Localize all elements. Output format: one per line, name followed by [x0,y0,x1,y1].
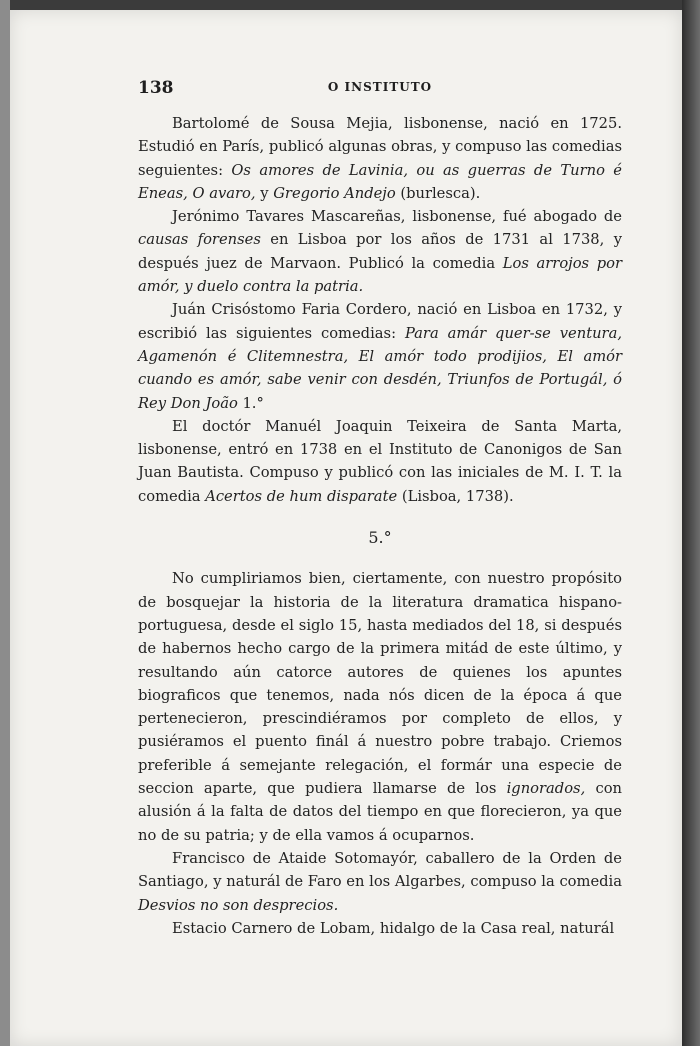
scan-top-edge [0,0,700,10]
text-segment: Bartolomé de Sousa Mejia, lisbonense, nació en 1725. Estudió en París, publicó algunas obras, y compuso las comedias seguientes: [138,115,622,179]
text-segment: No cumpliriamos bien, ciertamente, con nuestro propósito de bosquejar la historia de la literatura dramatica hispano-portuguesa, desde el siglo 15, hasta mediados del 18, si después de habernos hecho cargo de la primera mitád de este último, y resultando aún catorce autores de quienes los apuntes biograficos que tenemos, nada nós dicen de la época á que pertenecieron, prescindiéramos por completo de ellos, y pusiéramos el puento finál á nuestro pobre trabajo. Criemos preferible á semejante relegación, el formár una especie de seccion aparte, que pudiera llamarse de los [138,570,622,798]
text-segment: Francisco de Ataide Sotomayór, caballero de la Orden de Santiago, y naturál de Faro en los Algarbes, compuso la comedia [138,849,622,891]
running-title: O INSTITUTO [327,80,433,94]
text-segment: Juán Crisóstomo Faria Cordero, nació en Lisboa en 1732, y escribió las siguientes comedias: [138,301,622,342]
italic-title-text: Gregorio Andejo [273,184,396,202]
text-segment: (Lisboa, 1738). [397,487,514,505]
scan-left-edge [0,0,10,1046]
paragraphs-before-section [138,112,622,508]
text-segment: en Lisboa por los años de 1731 al 1738, y después juez de Marvaon. Publicó la comedia [138,231,622,272]
paragraph [138,415,622,508]
text-segment: con alusión á la falta de datos del tiempo en que florecieron, ya que no de su patria; y de ella vamos á ocuparnos. [138,780,622,844]
page-header [138,78,622,102]
text-segment: Jerónimo Tavares Mascareñas, lisbonense, fué abogado de [172,208,622,226]
text-segment: y [255,184,274,202]
italic-title-text: causas forenses [138,231,261,249]
body-text [138,112,622,940]
text-segment: Estacio Carnero de Lobam, hidalgo de la Casa real, naturál [172,919,615,937]
paragraph [138,112,622,205]
text-segment: 1.° [237,394,264,412]
italic-title-text: Os amores de Lavinia, ou as guerras de Turno é Eneas, O avaro, [138,161,622,202]
italic-title-text: Acertos de hum disparate [205,487,398,505]
text-segment: El doctór Manuél Joaquin Teixeira de Santa Marta, lisbonense, entró en 1738 en el Instituto de Canonigos de San Juan Bautista. Compuso y publicó con las iniciales de M. I. T. la comedia [138,417,622,505]
paragraph [138,847,622,917]
page-number: 138 [138,78,174,98]
italic-title-text: ignorados, [506,780,586,798]
text-segment: (burlesca). [395,184,481,202]
paragraph [138,298,622,414]
paragraph [138,567,622,847]
paragraph [138,917,622,940]
paragraph [138,205,622,298]
section-number: 5.° [368,528,392,548]
italic-title-text: Para amár quer-se ventura, Agamenón é Clitemnestra, El amór todo prodijios, El amór cuando es amór, sabe venir con desdén, Triunfos de Portugál, ó Rey Don João [138,324,622,412]
italic-title-text: Desvios no son desprecios. [138,896,339,914]
italic-title-text: Los arrojos por amór, y duelo contra la patria. [138,254,622,296]
scan-right-edge [682,0,700,1046]
paragraphs-after-section [138,567,622,940]
